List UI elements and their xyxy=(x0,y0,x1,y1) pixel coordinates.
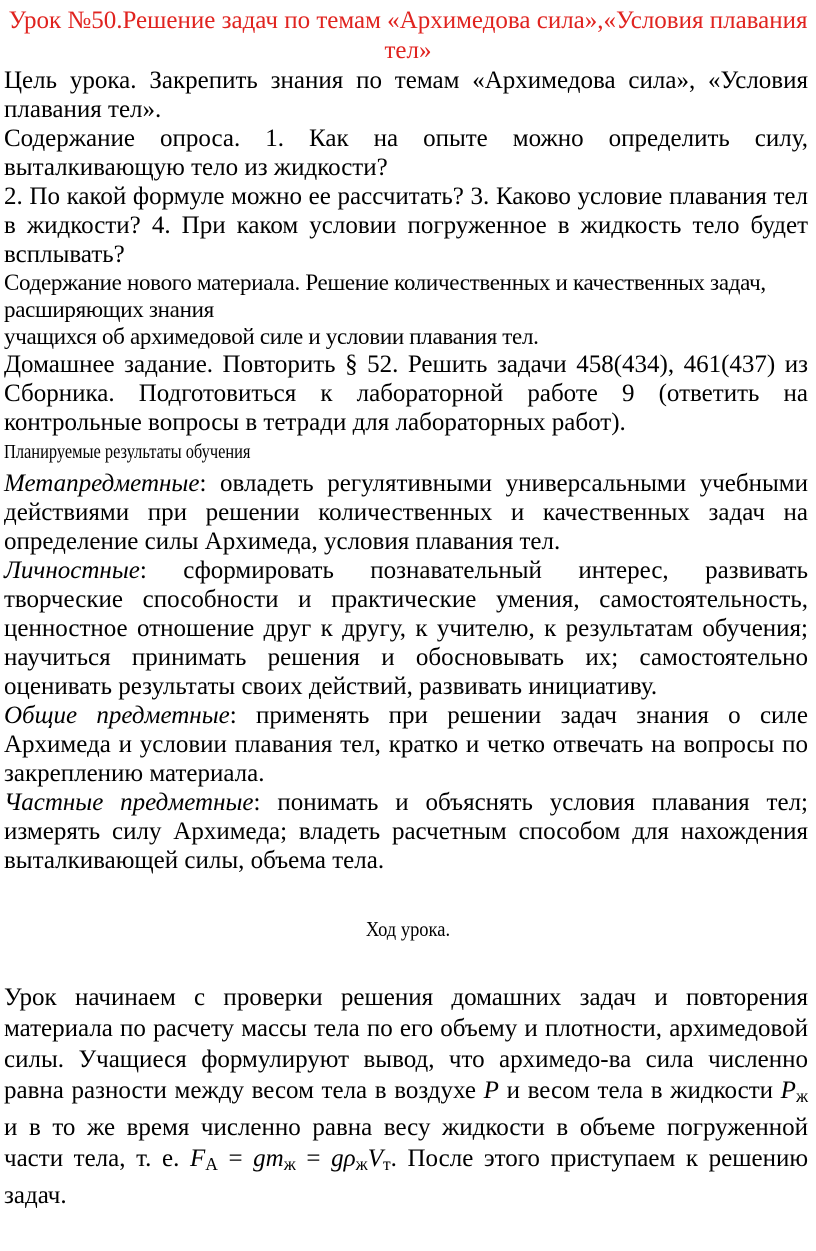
volume-term xyxy=(368,1145,391,1172)
g-rho-term xyxy=(331,1145,368,1172)
result-personal xyxy=(4,556,808,701)
result-label: Метапредметные xyxy=(4,470,200,497)
symbol-gm: gm xyxy=(253,1145,284,1172)
symbol-g-rho: gρ xyxy=(331,1145,356,1172)
result-text: : применять при решении задач знания о силе Архимеда и условии плавания тел, кратко и четко отвечать на вопросы по закреплению материала. xyxy=(4,702,809,787)
lesson-paragraph xyxy=(4,982,808,1211)
gm-term xyxy=(253,1145,296,1172)
result-text: : понимать и объяснять условия плавания тел; измерять силу Архимеда; владеть расчетным способом для нахождения выталкивающей силы, объема тела. xyxy=(4,789,808,874)
weight-air-symbol: P xyxy=(483,1077,499,1104)
symbol-P: P xyxy=(780,1077,796,1104)
result-label: Личностные xyxy=(4,557,140,584)
symbol-sub: ж xyxy=(355,1154,368,1174)
symbol-sub: A xyxy=(205,1154,218,1174)
survey-questions-1: Содержание опроса. 1. Как на опыте можно определить силу, выталкивающую тело из жидкости? xyxy=(4,125,808,181)
lesson-text: и в то же время численно равна весу жидкости в объеме погруженной части тела, т. е. xyxy=(4,1114,808,1172)
equals-sign: = xyxy=(295,1145,332,1172)
symbol-sub: ж xyxy=(795,1086,809,1106)
lesson-text: и весом тела в жидкости xyxy=(506,1077,774,1104)
weight-liquid-symbol xyxy=(781,1077,808,1104)
lesson-progress-heading: Ход урока. xyxy=(365,917,451,941)
result-label: Общие предметные xyxy=(4,702,230,729)
symbol-V: V xyxy=(367,1145,383,1172)
new-material: Содержание нового материала. Решение количественных и качественных задач, расширяющих знания xyxy=(4,270,766,322)
lesson-title: Урок №50.Решение задач по темам «Архимедова сила»,«Условия плавания тел» xyxy=(8,7,808,64)
result-meta xyxy=(4,469,808,556)
result-text: : сформировать познавательный интерес, развивать творческие способности и практические умения, самостоятельность, ценностное отношение друг к другу, к учителю, к результатам обучения; научиться принимать решения и обосновывать их; самостоятельно оценивать результаты своих действий, развивать инициативу. xyxy=(4,557,808,700)
symbol-sub: ж xyxy=(283,1154,296,1174)
result-specific xyxy=(4,788,808,875)
symbol-sub: т xyxy=(382,1154,391,1174)
lesson-text: . После этого приступаем к решению задач. xyxy=(4,1145,809,1209)
result-general xyxy=(4,701,808,788)
result-label: Частные предметные xyxy=(4,789,254,816)
equals-sign: = xyxy=(217,1145,254,1172)
results-heading: Планируемые результаты обучения xyxy=(4,441,251,463)
lesson-goal: Цель урока. Закрепить знания по темам «Архимедова сила», «Условия плавания тел». xyxy=(4,67,808,123)
homework: Домашнее задание. Повторить § 52. Решить задачи 458(434), 461(437) из Сборника. Подготовиться к лабораторной работе 9 (ответить на контрольные вопросы в тетради для лабораторных работ). xyxy=(4,351,808,436)
lesson-text: Урок начинаем с проверки решения домашних задач и повторения материала по расчету массы тела по его объему и плотности, архимедовой силы. Учащиеся формулируют вывод, что архимедо-ва сила численно равна разности между весом тела в воздухе xyxy=(4,984,808,1104)
new-material-cont: учащихся об архимедовой силе и условии плавания тел. xyxy=(4,324,539,349)
result-text: : овладеть регулятивными универсальными учебными действиями при решении количественных и качественных задач на определение силы Архимеда, условия плавания тел. xyxy=(4,470,808,555)
archimedes-force-symbol xyxy=(190,1145,218,1172)
symbol-F: F xyxy=(189,1145,206,1172)
survey-questions-2: 2. По какой формуле можно ее рассчитать? 3. Каково условие плавания тел в жидкости? 4. При каком условии погруженное в жидкость тело будет всплывать? xyxy=(4,183,808,268)
